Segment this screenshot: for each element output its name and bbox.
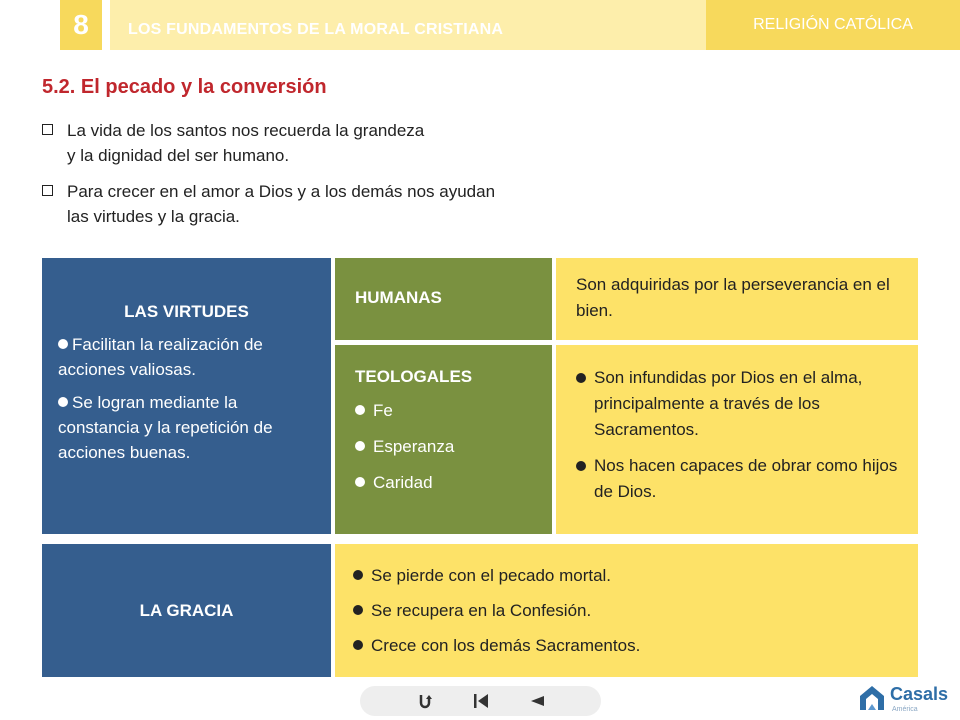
return-button[interactable] [414,690,436,712]
skip-back-icon [473,693,489,709]
bullet-dot-icon [355,441,365,451]
bullet-dot-icon [355,477,365,487]
teologales-desc-item [576,453,898,505]
gracia-box: LA GRACIA [42,544,331,677]
bullet-line: y la dignidad del ser humano. [67,146,290,165]
previous-page-button[interactable] [526,690,548,712]
intro-bullets [42,118,642,240]
teologales-box [335,345,552,534]
teologales-desc-text: Nos hacen capaces de obrar como hijos de Dios. [594,456,898,501]
bullet-dot-icon [353,570,363,580]
bullet-dot-icon [576,461,586,471]
gracia-item-text: Se pierde con el pecado mortal. [371,566,612,585]
teologales-item-text: Fe [373,401,393,420]
virtudes-item [58,332,315,382]
gracia-item [353,599,918,623]
chapter-title: LOS FUNDAMENTOS DE LA MORAL CRISTIANA [110,0,706,50]
bullet-dot-icon [353,605,363,615]
first-page-button[interactable] [470,690,492,712]
gracia-item [353,634,918,658]
subject-label: RELIGIÓN CATÓLICA [706,0,960,50]
chapter-number: 8 [60,0,102,50]
bullet-line: La vida de los santos nos recuerda la grandeza [67,121,425,140]
teologales-item [355,401,552,421]
bullet-dot-icon [58,339,68,349]
teologales-title: TEOLOGALES [355,367,473,386]
gracia-description [335,544,918,677]
teologales-description [556,345,918,534]
teologales-item [355,437,552,457]
gracia-item [353,564,918,588]
triangle-left-icon [529,693,545,709]
teologales-item [355,473,552,493]
bullet-dot-icon [576,373,586,383]
section-title: 5.2. El pecado y la conversión [42,76,327,98]
virtudes-item [58,390,315,465]
bullet-dot-icon [353,640,363,650]
return-icon [418,693,432,709]
virtudes-title: LAS VIRTUDES [124,302,249,321]
casals-logo [858,684,954,718]
intro-bullet [42,179,642,229]
bullet-dot-icon [58,397,68,407]
gracia-item-text: Crece con los demás Sacramentos. [371,636,641,655]
teologales-item-text: Esperanza [373,437,455,456]
checkbox-square-icon [42,185,53,196]
teologales-desc-item [576,365,898,443]
teologales-item-text: Caridad [373,473,433,492]
intro-bullet [42,118,642,168]
bullet-dot-icon [355,405,365,415]
teologales-desc-text: Son infundidas por Dios en el alma, principalmente a través de los Sacramentos. [594,368,863,439]
virtudes-box [42,258,331,534]
checkbox-square-icon [42,124,53,135]
virtudes-item-text: Facilitan la realización de acciones valiosas. [58,335,263,379]
gracia-item-text: Se recupera en la Confesión. [371,601,592,620]
casals-logo-icon [858,684,886,712]
virtudes-item-text: Se logran mediante la constancia y la repetición de acciones buenas. [58,393,273,462]
logo-subtitle: América [892,706,918,713]
logo-name: Casals [890,684,949,704]
bullet-line: Para crecer en el amor a Dios y a los demás nos ayudan [67,182,496,201]
humanas-description: Son adquiridas por la perseverancia en el bien. [556,258,918,340]
humanas-box: HUMANAS [335,258,552,340]
navigation-bar [360,686,601,716]
bullet-line: las virtudes y la gracia. [67,207,240,226]
